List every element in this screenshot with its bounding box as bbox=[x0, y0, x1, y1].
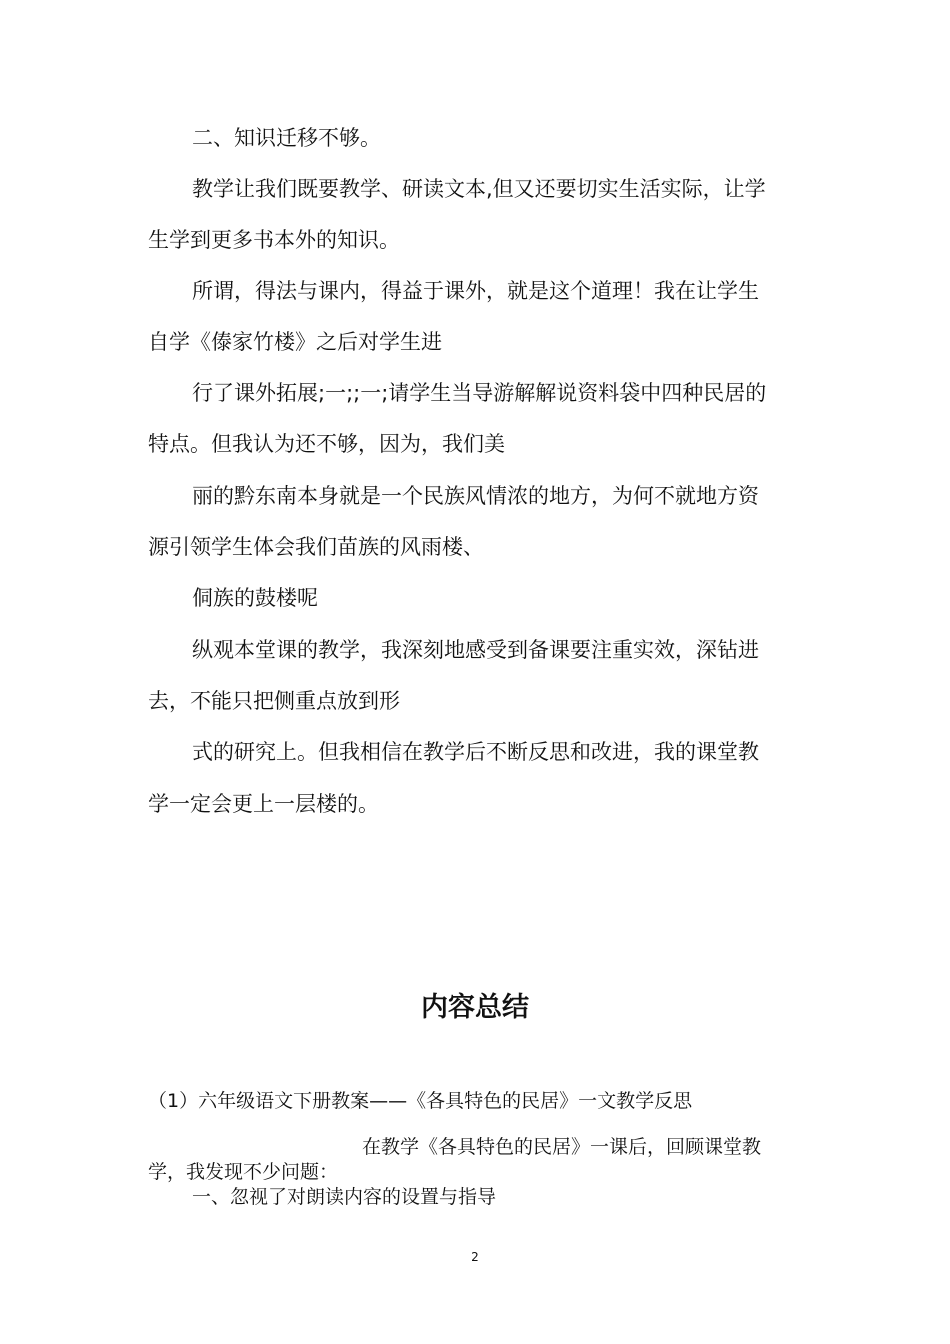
paragraph-line: 特点。但我认为还不够，因为，我们美 bbox=[148, 432, 505, 456]
paragraph-line: 丽的黔东南本身就是一个民族风情浓的地方，为何不就地方资 bbox=[192, 484, 759, 508]
paragraph-line: 式的研究上。但我相信在教学后不断反思和改进，我的课堂教 bbox=[192, 740, 759, 764]
paragraph-line: 所谓，得法与课内，得益于课外，就是这个道理！我在让学生 bbox=[192, 279, 759, 303]
paragraph-line: 行了课外拓展;一;;一;请学生当导游解解说资料袋中四种民居的 bbox=[192, 381, 767, 405]
paragraph-line: 生学到更多书本外的知识。 bbox=[148, 228, 400, 252]
paragraph-line: 去，不能只把侧重点放到形 bbox=[148, 689, 400, 713]
summary-paragraph-line: 一、忽视了对朗读内容的设置与指导 bbox=[192, 1186, 497, 1208]
paragraph-line: 源引领学生体会我们苗族的风雨楼、 bbox=[148, 535, 484, 559]
paragraph-line: 侗族的鼓楼呢 bbox=[192, 586, 318, 610]
paragraph-line: 纵观本堂课的教学，我深刻地感受到备课要注重实效，深钻进 bbox=[192, 638, 759, 662]
summary-heading: 内容总结 bbox=[421, 992, 529, 1023]
summary-item-title: （1）六年级语文下册教案——《各具特色的民居》一文教学反思 bbox=[148, 1090, 693, 1112]
page-number: 2 bbox=[471, 1250, 479, 1264]
summary-paragraph-line: 在教学《各具特色的民居》一课后，回顾课堂教 bbox=[362, 1136, 762, 1158]
paragraph-line: 学一定会更上一层楼的。 bbox=[148, 792, 379, 816]
section-heading-knowledge-transfer: 二、知识迁移不够。 bbox=[192, 126, 381, 150]
paragraph-line: 教学让我们既要教学、研读文本,但又还要切实生活实际，让学 bbox=[192, 177, 766, 201]
summary-paragraph-line: 学，我发现不少问题： bbox=[148, 1161, 339, 1183]
paragraph-line: 自学《傣家竹楼》之后对学生进 bbox=[148, 330, 442, 354]
